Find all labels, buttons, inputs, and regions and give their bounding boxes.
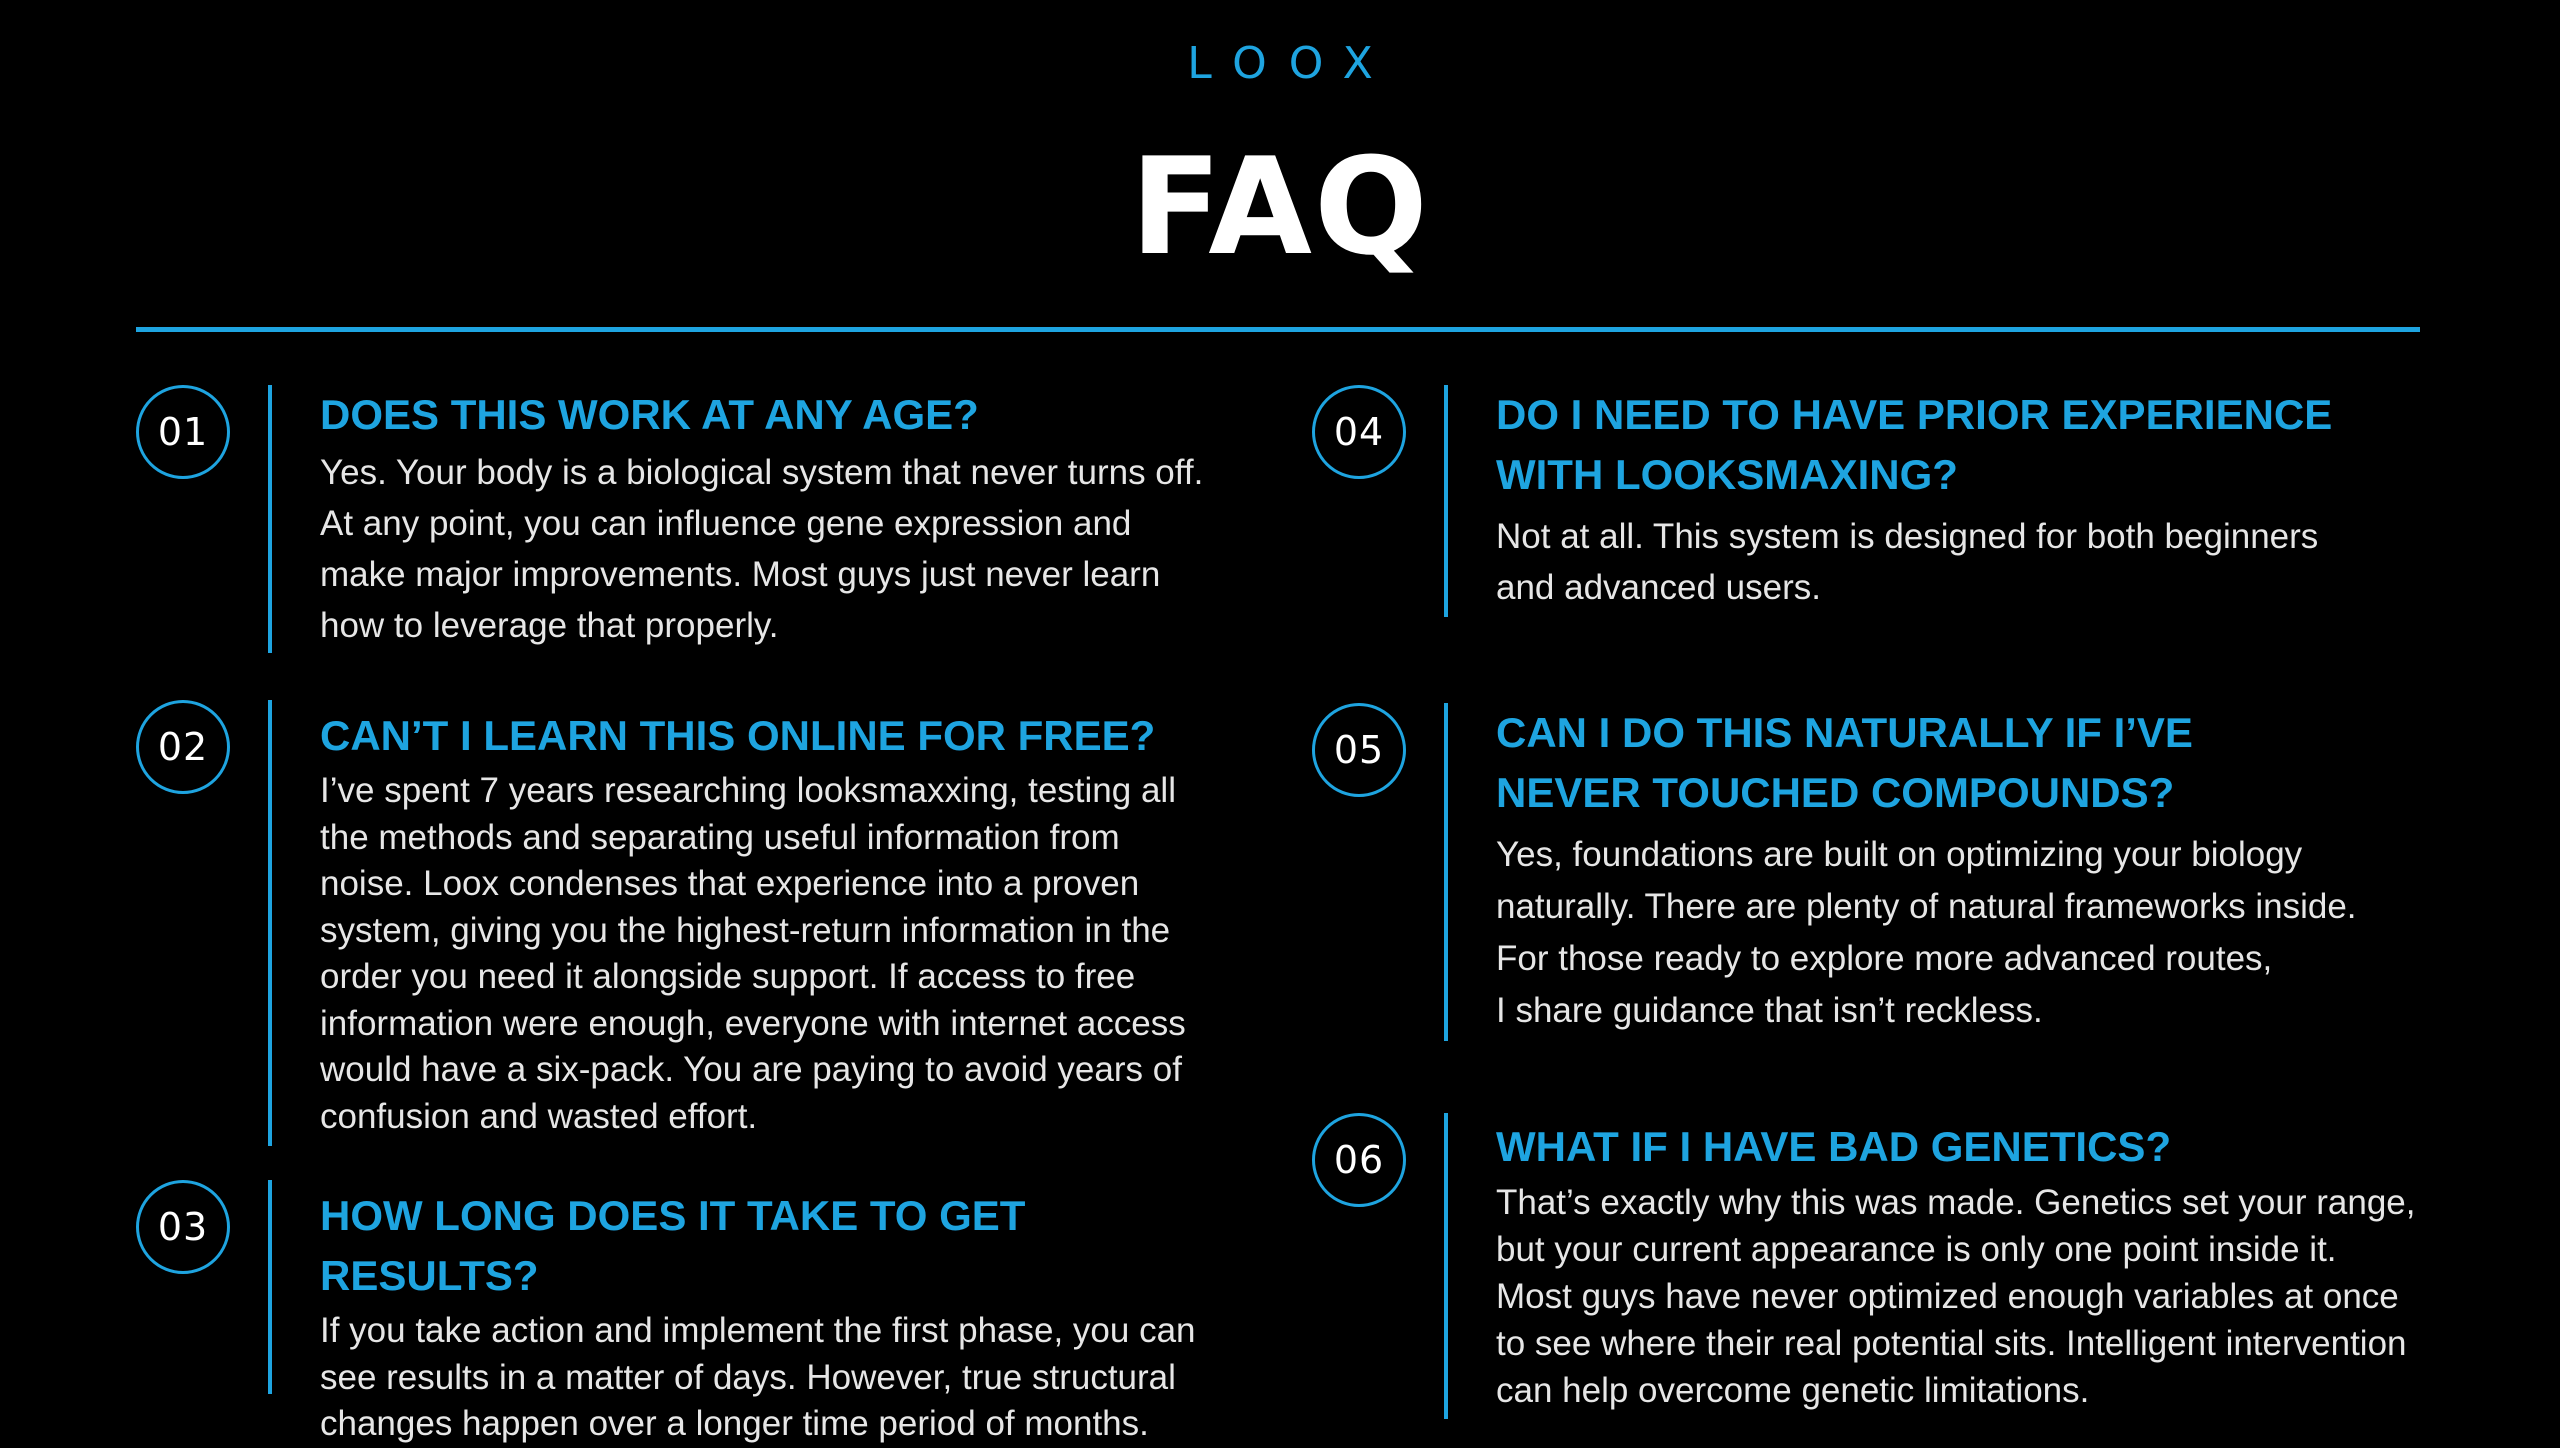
faq-answer: Not at all. This system is designed for both beginners and advanced users. [1496,517,2319,607]
faq-accent-line [1444,1113,1448,1419]
faq-accent-line [1444,385,1448,617]
faq-accent-line [1444,703,1448,1041]
page-title: FAQ [1130,129,1430,285]
faq-content [320,1186,1236,1448]
faq-item-04 [1312,385,2432,625]
faq-item-01 [136,385,1236,655]
faq-content [320,385,1203,651]
faq-answer: If you take action and implement the first phase, you can see results in a matter of days. However, true structural changes happen over a longer time period of months. [320,1311,1196,1443]
faq-question: WHAT IF I HAVE BAD GENETICS? [1496,1123,2172,1170]
faq-item-06 [1312,1113,2432,1423]
faq-question: DO I NEED TO HAVE PRIOR EXPERIENCE WITH LOOKSMAXING? [1496,391,2333,498]
faq-item-03 [136,1180,1236,1443]
faq-content [1496,385,2332,613]
faq-content [320,706,1186,1140]
faq-number-badge: 05 [1312,703,1406,797]
faq-number-badge: 02 [136,700,230,794]
faq-number-badge: 04 [1312,385,1406,479]
faq-accent-line [268,700,272,1146]
header-divider [136,327,2420,332]
faq-answer: I’ve spent 7 years researching looksmaxxing, testing all the methods and separating useful information from noise. Loox condenses that experience into a proven system, giving you the highest-return information in the order you need it alongside support. If access to free information were enough, everyone with internet access would have a six-pack. You are paying to avoid years of confusion and wasted effort. [320,771,1186,1136]
faq-accent-line [268,385,272,653]
faq-answer: Yes. Your body is a biological system that never turns off. At any point, you can influence gene expression and make major improvements. Most guys just never learn how to leverage that properly. [320,453,1204,645]
faq-item-02 [136,700,1236,1150]
faq-question: DOES THIS WORK AT ANY AGE? [320,391,979,438]
faq-question: HOW LONG DOES IT TAKE TO GET RESULTS? [320,1192,1026,1299]
faq-answer: Yes, foundations are built on optimizing your biology naturally. There are plenty of natural frameworks inside. For those ready to explore more advanced routes, I share guidance that isn’t reckless. [1496,835,2357,1030]
faq-answer: That’s exactly why this was made. Genetics set your range, but your current appearance is only one point inside it. Most guys have never optimized enough variables at once to see where their real potential sits. Intelligent intervention can help overcome genetic limitations. [1496,1183,2416,1410]
faq-content [1496,703,2357,1037]
faq-number-badge: 06 [1312,1113,1406,1207]
faq-item-05 [1312,703,2432,1043]
faq-number-badge: 03 [136,1180,230,1274]
faq-content [1496,1117,2416,1414]
faq-question: CAN’T I LEARN THIS ONLINE FOR FREE? [320,712,1156,759]
faq-accent-line [268,1180,272,1394]
brand-logo: LOOX [1187,38,1395,89]
faq-question: CAN I DO THIS NATURALLY IF I’VE NEVER TOUCHED COMPOUNDS? [1496,709,2193,816]
faq-number-badge: 01 [136,385,230,479]
